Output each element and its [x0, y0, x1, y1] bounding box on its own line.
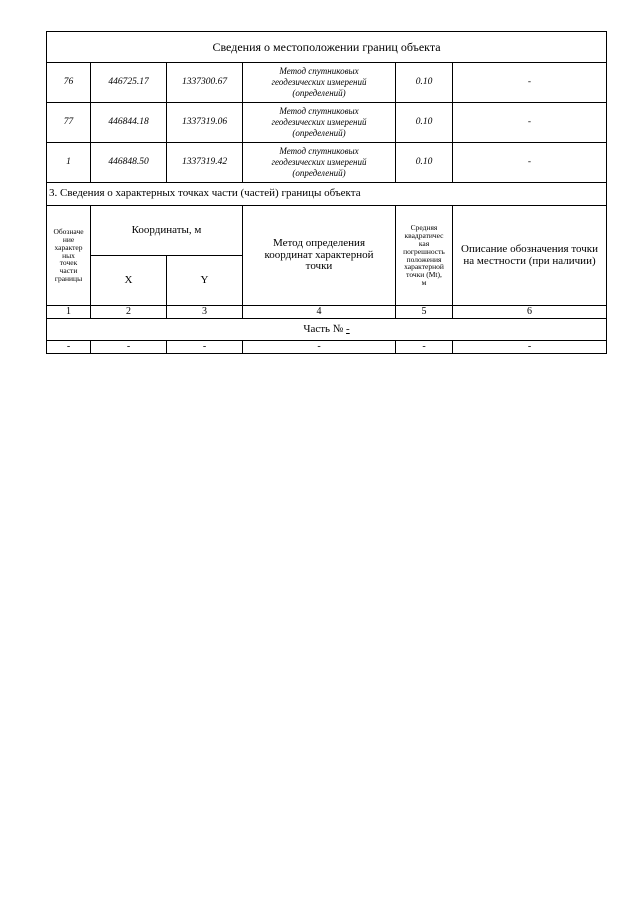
method-line: геодезических измерений	[271, 116, 367, 127]
table-row	[47, 63, 607, 103]
empty-cell: -	[396, 341, 453, 354]
description: -	[453, 103, 607, 143]
col-number: 6	[453, 306, 607, 319]
header-description: Описание обозначения точки на местности (при наличии)	[453, 206, 607, 306]
empty-cell: -	[47, 341, 91, 354]
coord-y: 1337319.06	[167, 103, 243, 143]
header-method: Метод определения координат характерной точки	[243, 206, 396, 306]
table-row	[47, 103, 607, 143]
method-line: Метод спутниковых	[279, 65, 359, 76]
coord-x: 446848.50	[91, 143, 167, 183]
method-cell	[243, 63, 396, 103]
header-mt: Средняя квадратичес кая погрешность положения характерной точки (Mt), м	[396, 206, 453, 306]
coord-y: 1337300.67	[167, 63, 243, 103]
header-x: X	[91, 256, 167, 306]
description: -	[453, 63, 607, 103]
method-line: (определений)	[292, 88, 346, 99]
mt-value: 0.10	[396, 143, 453, 183]
col-number: 2	[91, 306, 167, 319]
empty-cell: -	[243, 341, 396, 354]
col-number: 4	[243, 306, 396, 319]
method-line: (определений)	[292, 128, 346, 139]
col-number: 5	[396, 306, 453, 319]
empty-cell: -	[91, 341, 167, 354]
method-cell	[243, 143, 396, 183]
table-row	[47, 341, 607, 354]
point-number: 77	[47, 103, 91, 143]
empty-cell: -	[167, 341, 243, 354]
method-cell	[243, 103, 396, 143]
point-number: 76	[47, 63, 91, 103]
header-coordinates: Координаты, м	[91, 206, 243, 256]
empty-cell: -	[453, 341, 607, 354]
method-line: Метод спутниковых	[279, 145, 359, 156]
point-number: 1	[47, 143, 91, 183]
col-number: 1	[47, 306, 91, 319]
boundary-table	[46, 31, 607, 354]
table-row	[47, 143, 607, 183]
col-number: 3	[167, 306, 243, 319]
mt-value: 0.10	[396, 103, 453, 143]
method-line: (определений)	[292, 168, 346, 179]
coord-x: 446725.17	[91, 63, 167, 103]
description: -	[453, 143, 607, 183]
method-line: геодезических измерений	[271, 156, 367, 167]
header-point-designation: Обозначе ние характер ных точек части границы	[47, 206, 91, 306]
section-title: Сведения о местоположении границ объекта	[47, 32, 607, 63]
part-row	[47, 319, 607, 341]
part-label: Часть №	[303, 322, 347, 335]
coord-y: 1337319.42	[167, 143, 243, 183]
coord-x: 446844.18	[91, 103, 167, 143]
section3-title: 3. Сведения о характерных точках части (частей) границы объекта	[47, 183, 607, 206]
part-value: -	[346, 322, 350, 335]
header-y: Y	[167, 256, 243, 306]
method-line: геодезических измерений	[271, 76, 367, 87]
method-line: Метод спутниковых	[279, 105, 359, 116]
column-numbers-row	[47, 306, 607, 319]
mt-value: 0.10	[396, 63, 453, 103]
